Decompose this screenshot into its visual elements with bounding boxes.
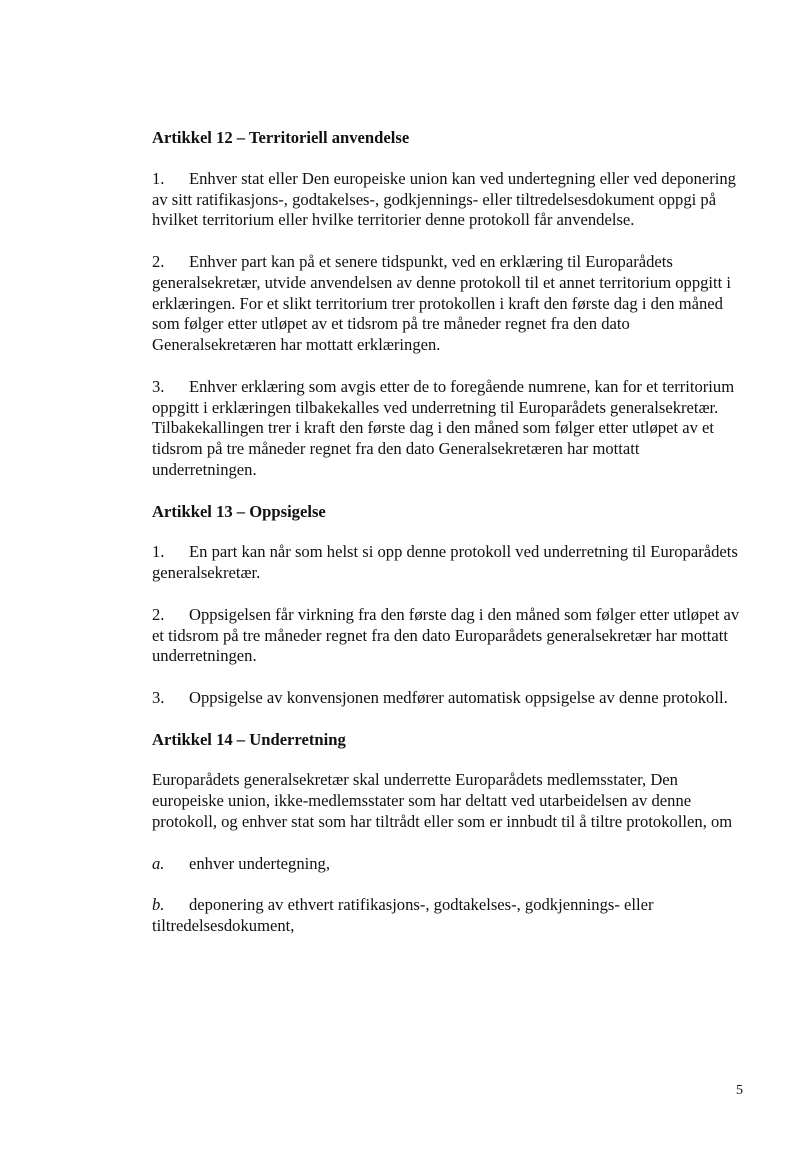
paragraph-text: Enhver part kan på et senere tidspunkt, ved en erklæring til Europarådets generalsekretær, utvide anvendelsen av denne protokoll til et annet territorium oppgitt i erklæringen. For et slikt territorium trer protokollen i kraft den første dag i den måned som følger etter utløpet av et tidsrom på tre måneder regnet fra den dato Generalsekretæren har mottatt erklæringen. [152,251,732,355]
article-13-paragraph-3 [152,688,748,709]
article-14-item-b [152,895,748,937]
article-12-heading: Artikkel 12 – Territoriell anvendelse [152,128,410,147]
paragraph-text: Oppsigelsen får virkning fra den første dag i den måned som følger etter utløpet av et tidsrom på tre måneder regnet fra den dato Europarådets generalsekretær har mottatt underretningen. [152,604,740,666]
paragraph-number: 2. [152,251,165,271]
paragraph-number: 1. [152,168,165,188]
article-13-paragraph-1 [152,542,748,584]
paragraph-number: 1. [152,542,165,562]
page-number: 5 [736,1083,743,1098]
item-text: enhver undertegning, [189,853,330,873]
paragraph-text: Enhver stat eller Den europeiske union kan ved undertegning eller ved deponering av sitt ratifikasjons-, godtakelses-, godkjennings- eller tiltredelsesdokument oppgi på hvilket territorium eller hvilke territorier denne protokoll får anvendelse. [152,168,736,230]
paragraph-text: Oppsigelse av konvensjonen medfører automatisk oppsigelse av denne protokoll. [189,687,728,707]
item-letter: a. [152,853,165,873]
paragraph-number: 3. [152,687,165,707]
item-text: deponering av ethvert ratifikasjons-, godtakelses-, godkjennings- eller tiltredelsesdokument, [152,895,654,935]
article-13-heading: Artikkel 13 – Oppsigelse [152,501,326,521]
article-13 [152,502,748,709]
article-14 [152,730,748,937]
item-letter: b. [152,895,165,915]
paragraph-text: En part kan når som helst si opp denne protokoll ved underretning til Europarådets generalsekretær. [152,542,738,583]
article-14-heading: Artikkel 14 – Underretning [152,729,346,749]
article-14-item-a [152,854,748,875]
paragraph-number: 2. [152,604,165,624]
document-page [152,128,748,957]
article-12-paragraph-2 [152,252,748,356]
article-12-paragraph-3 [152,377,748,481]
article-12-paragraph-1 [152,169,748,231]
article-12 [152,128,748,481]
article-13-paragraph-2 [152,605,748,667]
paragraph-number: 3. [152,376,165,396]
paragraph-text: Enhver erklæring som avgis etter de to foregående numrene, kan for et territorium oppgitt i erklæringen tilbakekalles ved underretning til Europarådets generalsekretær. Tilbakekallingen trer i kraft den første dag i den måned som følger etter utløpet av et tidsrom på tre måneder regnet fra den dato Generalsekretæren har mottatt underretningen. [152,376,735,479]
article-14-intro: Europarådets generalsekretær skal underrette Europarådets medlemsstater, Den europeiske union, ikke-medlemsstater som har deltatt ved utarbeidelsen av denne protokoll, og enhver stat som har tiltrådt eller som er innbudt til å tiltre protokollen, om [152,770,733,831]
